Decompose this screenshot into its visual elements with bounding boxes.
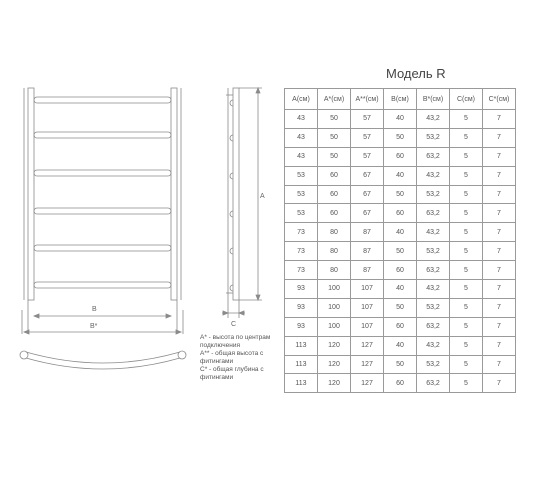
- table-cell: 93: [285, 298, 318, 317]
- table-cell: 5: [450, 110, 483, 129]
- table-cell: 80: [318, 242, 351, 261]
- table-cell: 5: [450, 298, 483, 317]
- left-rail: [28, 88, 34, 300]
- table-cell: 40: [384, 166, 417, 185]
- table-cell: 57: [351, 147, 384, 166]
- table-cell: 120: [318, 355, 351, 374]
- table-cell: 7: [483, 204, 516, 223]
- table-cell: 7: [483, 336, 516, 355]
- table-cell: 63,2: [417, 261, 450, 280]
- table-cell: 120: [318, 336, 351, 355]
- table-cell: 53,2: [417, 298, 450, 317]
- table-cell: 5: [450, 185, 483, 204]
- table-cell: 43,2: [417, 110, 450, 129]
- table-cell: 5: [450, 261, 483, 280]
- table-cell: 73: [285, 261, 318, 280]
- table-cell: 53,2: [417, 128, 450, 147]
- table-cell: 7: [483, 298, 516, 317]
- table-cell: 43: [285, 128, 318, 147]
- table-cell: 43,2: [417, 280, 450, 299]
- top-view: [20, 351, 186, 369]
- table-cell: 60: [384, 374, 417, 393]
- table-cell: 50: [384, 298, 417, 317]
- table-cell: 67: [351, 185, 384, 204]
- crossbars: [34, 97, 171, 288]
- table-cell: 107: [351, 317, 384, 336]
- legend-a-star: А* - высота по центрам подключения: [200, 334, 271, 349]
- table-cell: 7: [483, 317, 516, 336]
- table-cell: 7: [483, 261, 516, 280]
- table-cell: 87: [351, 242, 384, 261]
- table-cell: 80: [318, 261, 351, 280]
- table-cell: 7: [483, 185, 516, 204]
- table-cell: 113: [285, 336, 318, 355]
- table-cell: 100: [318, 280, 351, 299]
- table-cell: 50: [318, 110, 351, 129]
- table-cell: 80: [318, 223, 351, 242]
- column-header: С(см): [450, 89, 483, 110]
- table-cell: 100: [318, 298, 351, 317]
- table-cell: 40: [384, 223, 417, 242]
- table-body: [285, 110, 516, 393]
- side-view: [222, 88, 262, 318]
- table-row: [285, 166, 516, 185]
- table-cell: 113: [285, 374, 318, 393]
- table-cell: 100: [318, 317, 351, 336]
- table-cell: 113: [285, 355, 318, 374]
- column-header: В(см): [384, 89, 417, 110]
- table-cell: 5: [450, 166, 483, 185]
- table-cell: 5: [450, 355, 483, 374]
- table-cell: 60: [318, 185, 351, 204]
- legend-c-star: С* - общая глубина с фитингами: [200, 366, 264, 381]
- column-header: А(см): [285, 89, 318, 110]
- table-cell: 60: [318, 166, 351, 185]
- table-cell: 5: [450, 147, 483, 166]
- table-cell: 7: [483, 355, 516, 374]
- label-c: С: [231, 321, 237, 328]
- table-cell: 53,2: [417, 185, 450, 204]
- table-row: [285, 374, 516, 393]
- label-b-star: В*: [90, 323, 98, 330]
- table-cell: 53,2: [417, 355, 450, 374]
- table-cell: 87: [351, 223, 384, 242]
- table-cell: 73: [285, 242, 318, 261]
- table-row: [285, 280, 516, 299]
- table-cell: 7: [483, 280, 516, 299]
- table-cell: 40: [384, 280, 417, 299]
- table-cell: 43,2: [417, 166, 450, 185]
- table-cell: 5: [450, 374, 483, 393]
- table-cell: 7: [483, 147, 516, 166]
- table-row: [285, 147, 516, 166]
- legend-a-double-star: А** - общая высота с фитингами: [200, 350, 264, 365]
- table-row: [285, 261, 516, 280]
- table-cell: 7: [483, 374, 516, 393]
- table-cell: 107: [351, 298, 384, 317]
- table-cell: 5: [450, 317, 483, 336]
- table-cell: 5: [450, 242, 483, 261]
- table-cell: 60: [318, 204, 351, 223]
- table-row: [285, 110, 516, 129]
- table-cell: 60: [384, 147, 417, 166]
- table-cell: 120: [318, 374, 351, 393]
- table-cell: 50: [384, 185, 417, 204]
- model-title: Модель R: [386, 66, 446, 81]
- table-cell: 107: [351, 280, 384, 299]
- table-cell: 127: [351, 374, 384, 393]
- dimensions-table: [284, 88, 516, 393]
- table-cell: 50: [384, 242, 417, 261]
- table-cell: 67: [351, 166, 384, 185]
- table-cell: 7: [483, 110, 516, 129]
- front-view: [22, 88, 183, 334]
- table-row: [285, 242, 516, 261]
- column-header: А**(см): [351, 89, 384, 110]
- table-row: [285, 185, 516, 204]
- table-row: [285, 355, 516, 374]
- table-cell: 43,2: [417, 336, 450, 355]
- table-cell: 60: [384, 261, 417, 280]
- table-cell: 63,2: [417, 374, 450, 393]
- table-cell: 40: [384, 336, 417, 355]
- table-cell: 60: [384, 317, 417, 336]
- label-a: А: [260, 193, 265, 200]
- table-cell: 7: [483, 166, 516, 185]
- table-cell: 93: [285, 317, 318, 336]
- table-cell: 5: [450, 223, 483, 242]
- table-cell: 53,2: [417, 242, 450, 261]
- table-cell: 7: [483, 223, 516, 242]
- table-cell: 127: [351, 355, 384, 374]
- table-cell: 53: [285, 185, 318, 204]
- table-cell: 127: [351, 336, 384, 355]
- label-b: В: [92, 306, 97, 313]
- column-header: А*(см): [318, 89, 351, 110]
- table-cell: 5: [450, 128, 483, 147]
- table-cell: 5: [450, 280, 483, 299]
- table-row: [285, 128, 516, 147]
- table-cell: 43: [285, 110, 318, 129]
- table-cell: 40: [384, 110, 417, 129]
- table-cell: 50: [318, 147, 351, 166]
- table-cell: 5: [450, 336, 483, 355]
- table-row: [285, 298, 516, 317]
- table-cell: 7: [483, 128, 516, 147]
- table-cell: 93: [285, 280, 318, 299]
- table-cell: 63,2: [417, 317, 450, 336]
- column-header: С*(см): [483, 89, 516, 110]
- table-cell: 43: [285, 147, 318, 166]
- table-row: [285, 336, 516, 355]
- table-row: [285, 223, 516, 242]
- table-cell: 67: [351, 204, 384, 223]
- table-cell: 87: [351, 261, 384, 280]
- table-row: [285, 317, 516, 336]
- table-header-row: [285, 89, 516, 110]
- table-cell: 5: [450, 204, 483, 223]
- right-rail: [171, 88, 177, 300]
- table-cell: 73: [285, 223, 318, 242]
- table-row: [285, 204, 516, 223]
- table-cell: 63,2: [417, 204, 450, 223]
- table-cell: 50: [384, 355, 417, 374]
- table-cell: 43,2: [417, 223, 450, 242]
- table-cell: 60: [384, 204, 417, 223]
- table-cell: 7: [483, 242, 516, 261]
- table-cell: 53: [285, 204, 318, 223]
- column-header: В*(см): [417, 89, 450, 110]
- table-cell: 57: [351, 128, 384, 147]
- table-cell: 63,2: [417, 147, 450, 166]
- side-rail: [233, 88, 239, 300]
- table-cell: 50: [318, 128, 351, 147]
- table-cell: 53: [285, 166, 318, 185]
- table-cell: 57: [351, 110, 384, 129]
- table-cell: 50: [384, 128, 417, 147]
